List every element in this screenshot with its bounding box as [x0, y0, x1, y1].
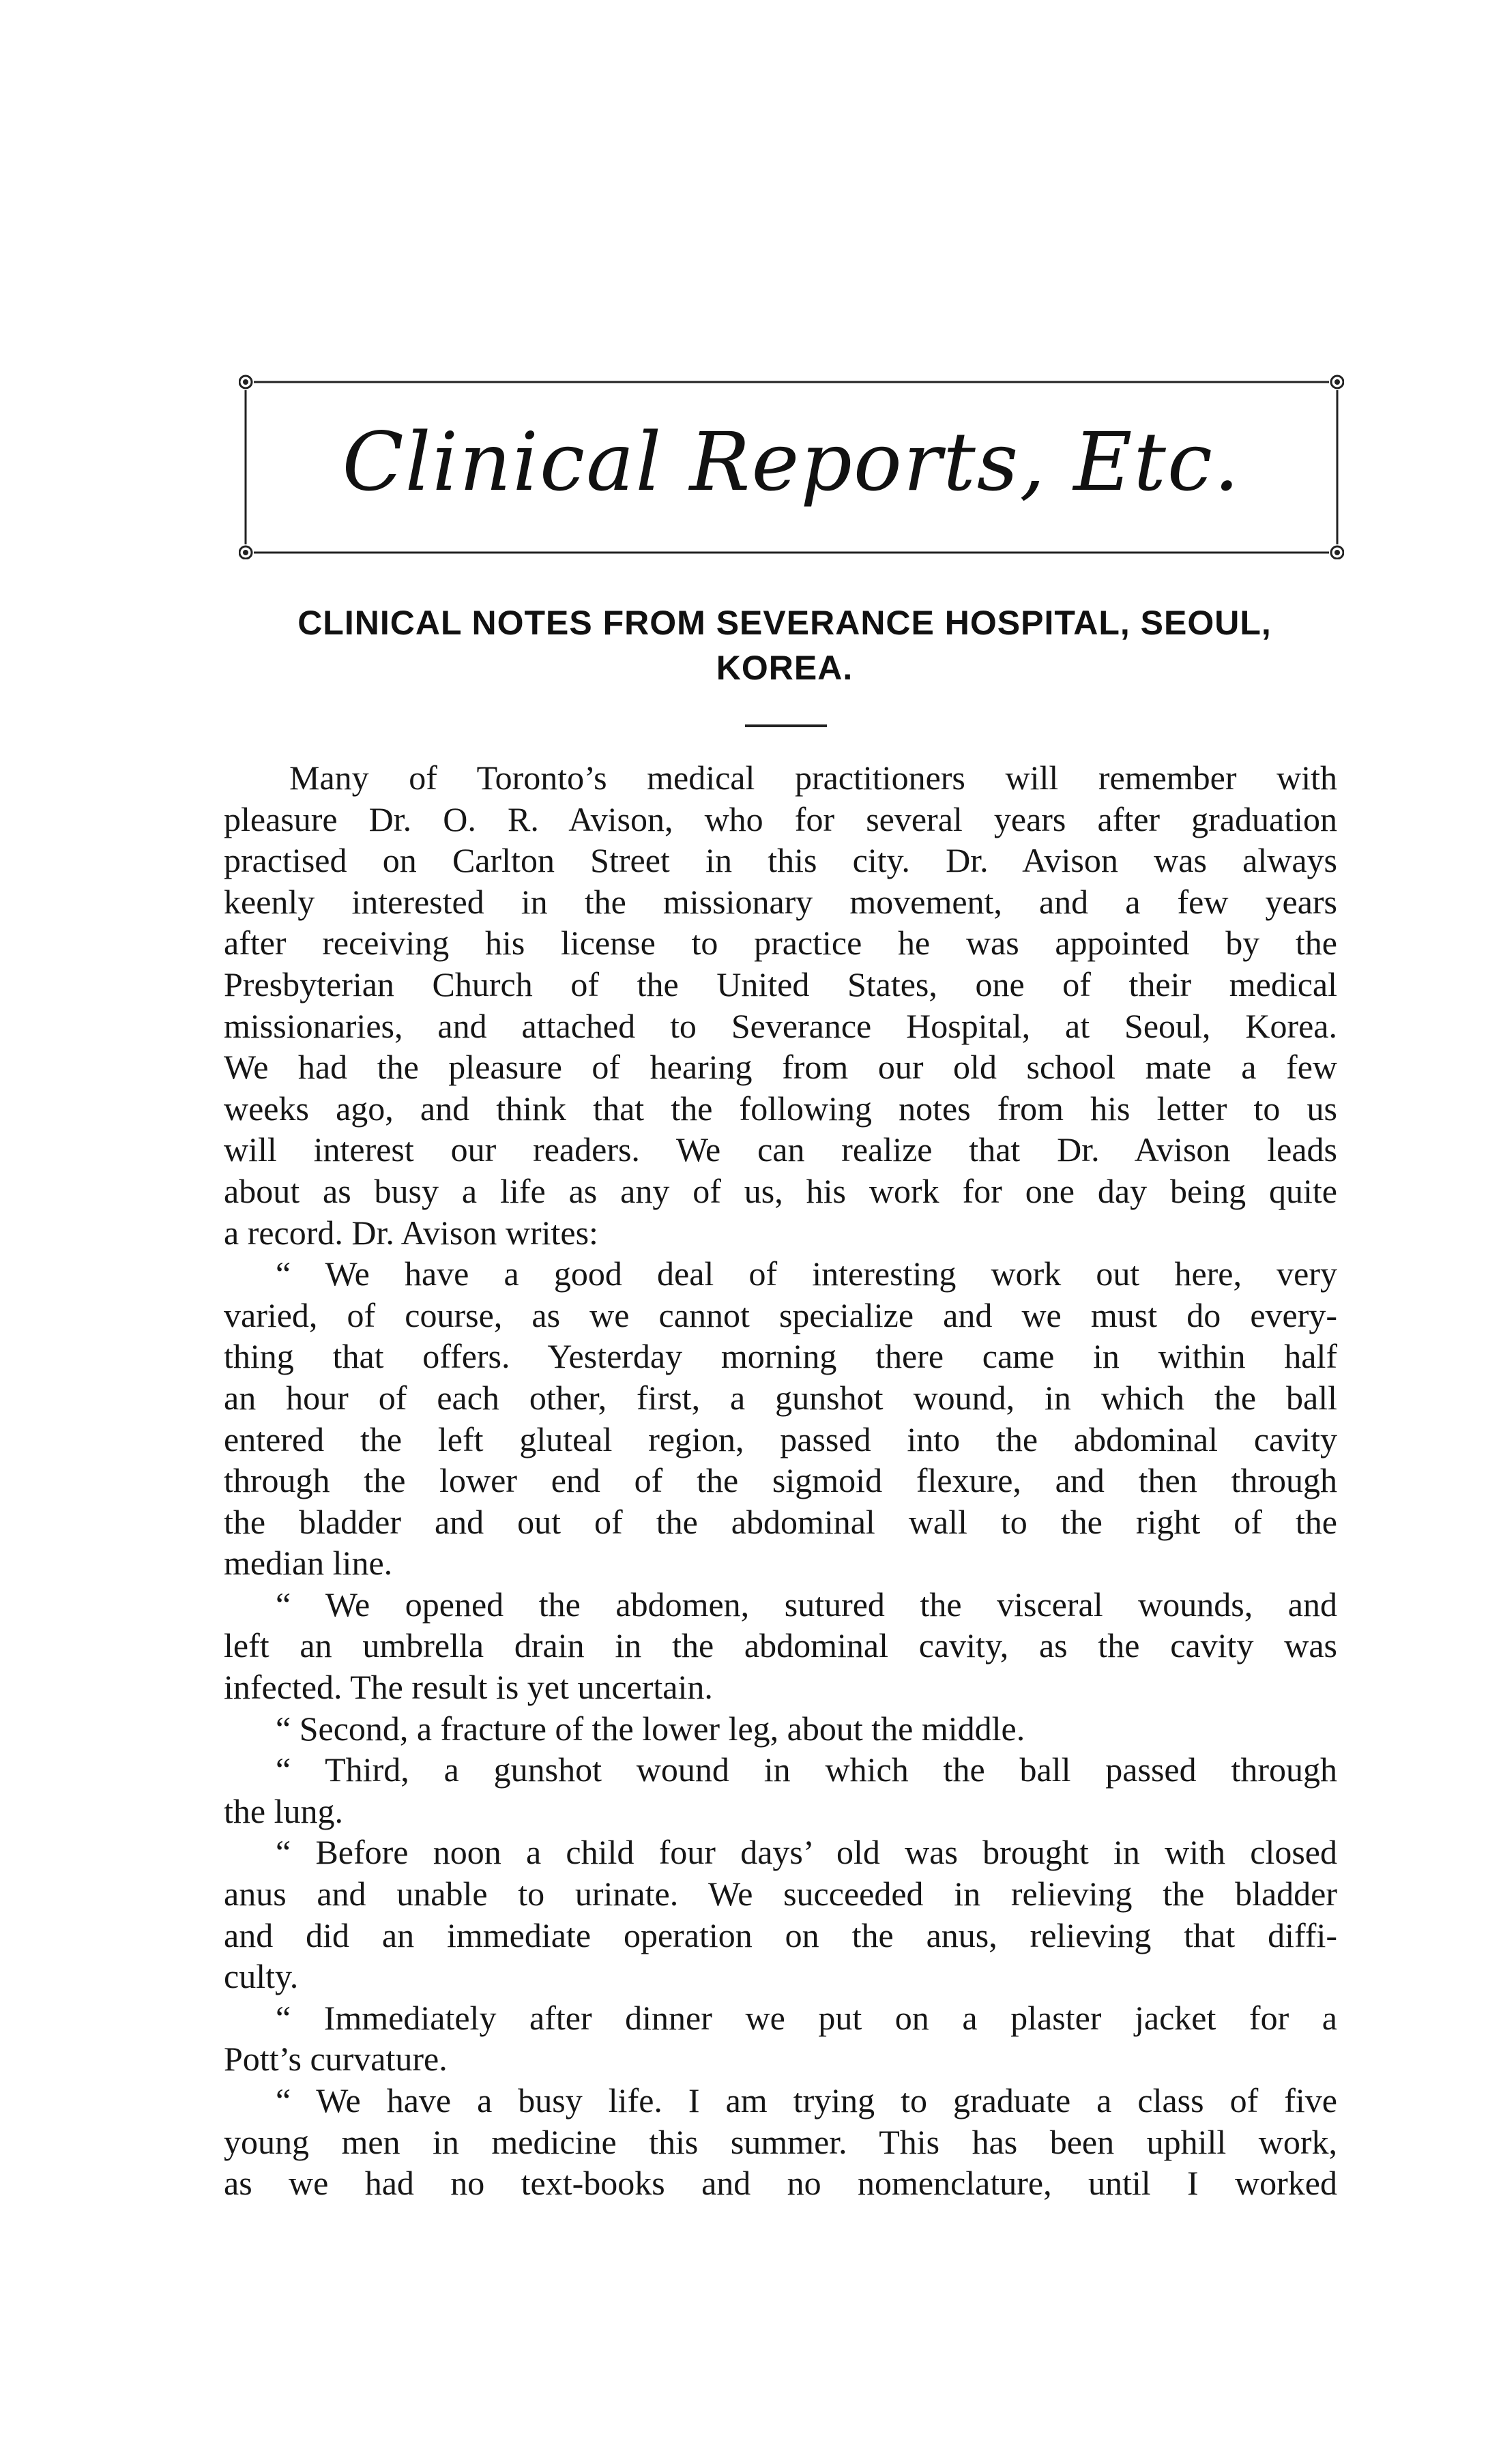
text-line: culty.: [224, 1957, 299, 1996]
text-line: median line.: [224, 1544, 393, 1583]
heading-divider: [745, 724, 827, 727]
text-line: will interest our readers. We can realize that Dr. Avison leads: [224, 1130, 1337, 1169]
article-heading-line-2: KOREA.: [716, 649, 854, 687]
text-line: “ We have a busy life. I am trying to graduate a class of five: [276, 2081, 1337, 2120]
article-body: [224, 757, 1337, 2204]
text-line: We had the pleasure of hearing from our old school mate a few: [224, 1048, 1337, 1087]
text-line: the bladder and out of the abdominal wall to the right of the: [224, 1502, 1337, 1541]
text-line: pleasure Dr. O. R. Avison, who for several years after graduation: [224, 800, 1337, 838]
text-line: after receiving his license to practice he was appointed by the: [224, 924, 1337, 963]
text-line: a record. Dr. Avison writes:: [224, 1213, 598, 1252]
text-line: young men in medicine this summer. This has been uphill work,: [224, 2122, 1337, 2161]
text-line: keenly interested in the missionary movement, and a few years: [224, 882, 1337, 921]
text-line: “ We have a good deal of interesting work out here, very: [276, 1255, 1337, 1293]
text-line: “ Second, a fracture of the lower leg, about the middle.: [276, 1709, 1025, 1748]
section-title: Clinical Reports, Etc.: [342, 415, 1241, 509]
text-line: about as busy a life as any of us, his work for one day being quite: [224, 1171, 1337, 1210]
section-title-frame: [239, 374, 1344, 559]
text-line: the lung.: [224, 1791, 343, 1830]
article-heading-line-1: CLINICAL NOTES FROM SEVERANCE HOSPITAL, SEOUL,: [297, 604, 1272, 642]
text-line: weeks ago, and think that the following notes from his letter to us: [224, 1089, 1337, 1128]
text-line: “ Immediately after dinner we put on a plaster jacket for a: [276, 1998, 1337, 2037]
text-line: varied, of course, as we cannot specialize and we must do every-: [224, 1295, 1337, 1334]
text-line: as we had no text-books and no nomenclature, until I worked: [224, 2164, 1337, 2203]
text-line: an hour of each other, first, a gunshot wound, in which the ball: [224, 1378, 1337, 1417]
text-line: left an umbrella drain in the abdominal cavity, as the cavity was: [224, 1626, 1337, 1665]
text-line: “ Before noon a child four days’ old was brought in with closed: [276, 1833, 1337, 1872]
text-line: “ We opened the abdomen, sutured the visceral wounds, and: [276, 1585, 1337, 1624]
text-line: “ Third, a gunshot wound in which the ball passed through: [276, 1750, 1337, 1789]
text-line: and did an immediate operation on the anus, relieving that diffi-: [224, 1916, 1337, 1954]
text-line: missionaries, and attached to Severance Hospital, at Seoul, Korea.: [224, 1006, 1337, 1045]
text-line: Pott’s curvature.: [224, 2040, 448, 2079]
text-line: anus and unable to urinate. We succeeded in relieving the bladder: [224, 1875, 1337, 1913]
article-heading: [225, 600, 1344, 690]
text-line: thing that offers. Yesterday morning there came in within half: [224, 1337, 1337, 1376]
text-line: infected. The result is yet uncertain.: [224, 1668, 713, 1707]
text-line: through the lower end of the sigmoid flexure, and then through: [224, 1461, 1337, 1500]
text-line: Presbyterian Church of the United States, one of their medical: [224, 965, 1337, 1003]
text-line: Many of Toronto’s medical practitioners will remember with: [289, 759, 1337, 797]
text-line: entered the left gluteal region, passed into the abdominal cavity: [224, 1420, 1337, 1458]
text-line: practised on Carlton Street in this city. Dr. Avison was always: [224, 841, 1337, 880]
